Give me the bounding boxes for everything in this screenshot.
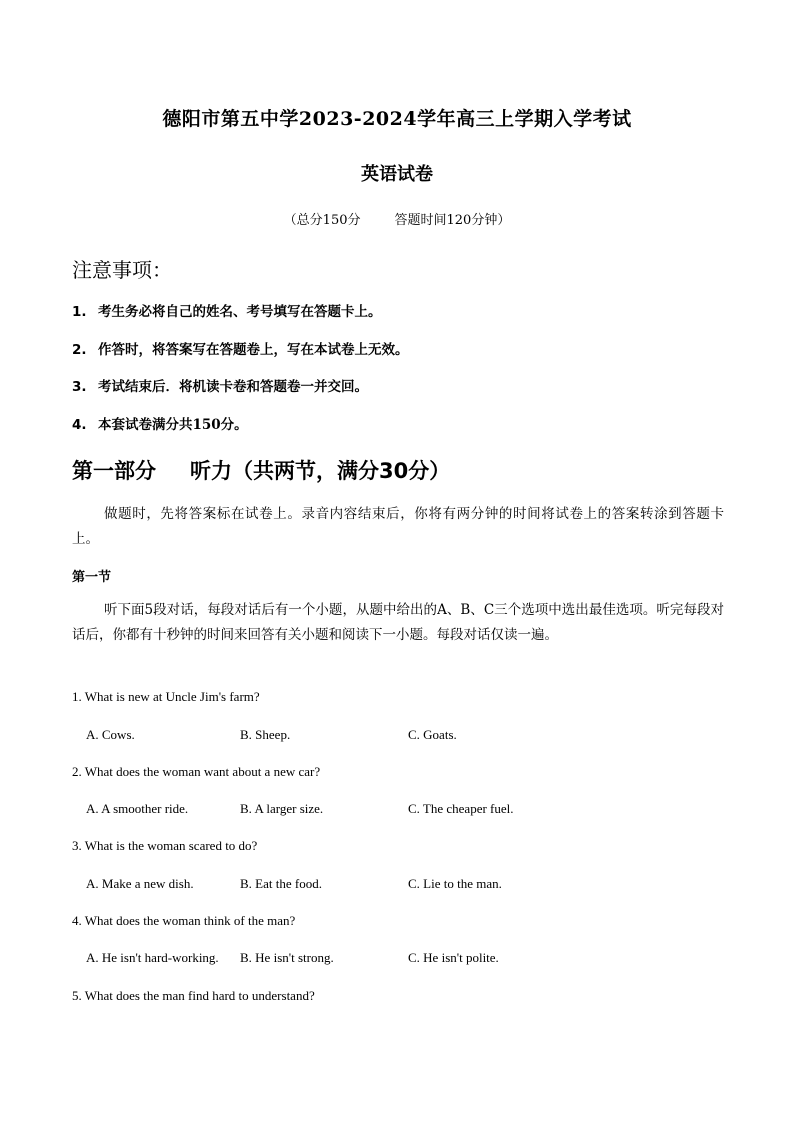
q4-option-a: A. He isn't hard-working. [86, 950, 219, 965]
notice-text: 考试结束后．将机读卡卷和答题卷一并交回。 [98, 379, 368, 395]
question-2: 2. What does the woman want about a new car? [72, 764, 321, 779]
part-instructions: 做题时，先将答案标在试卷上。录音内容结束后，你将有两分钟的时间将试卷上的答案转涂到答题卡上。 [72, 506, 724, 547]
exam-title: 德阳市第五中学2023-2024学年高三上学期入学考试 [162, 108, 632, 130]
notice-item [72, 300, 732, 338]
total-score: （总分150分 [283, 213, 361, 228]
q4-option-c: C. He isn't polite. [408, 950, 499, 965]
q3-option-a: A. Make a new dish. [86, 876, 194, 891]
notice-number: 4. [72, 416, 87, 433]
section-instructions: 听下面5段对话，每段对话后有一个小题，从题中给出的A、B、C三个选项中选出最佳选项。听完每段对话后，你都有十秒钟的时间来回答有关小题和阅读下一小题。每段对话仅读一遍。 [72, 602, 724, 643]
part-heading [72, 455, 450, 485]
notice-number: 1. [72, 304, 87, 320]
notice-item [72, 338, 732, 376]
q2-option-c: C. The cheaper fuel. [408, 801, 514, 816]
notice-item [72, 413, 732, 451]
q1-option-a: A. Cows. [86, 727, 135, 742]
notice-heading: 注意事项： [72, 258, 172, 282]
q3-option-b: B. Eat the food. [240, 876, 322, 891]
question-1: 1. What is new at Uncle Jim's farm? [72, 689, 260, 704]
notice-number: 2. [72, 341, 87, 358]
q4-option-b: B. He isn't strong. [240, 950, 334, 965]
q1-option-b: B. Sheep. [240, 727, 291, 742]
q2-option-b: B. A larger size. [240, 801, 324, 816]
question-5: 5. What does the man find hard to understand? [72, 988, 315, 1003]
notice-item [72, 375, 732, 413]
question-4: 4. What does the woman think of the man? [72, 913, 296, 928]
notice-list [72, 300, 732, 450]
part-label: 第一部分 [72, 459, 156, 483]
notice-text: 本套试卷满分共150分。 [98, 416, 248, 433]
notice-text: 考生务必将自己的姓名、考号填写在答题卡上。 [98, 304, 382, 320]
q3-option-c: C. Lie to the man. [408, 876, 502, 891]
notice-number: 3. [72, 379, 87, 395]
section-label: 第一节 [72, 570, 112, 585]
question-3: 3. What is the woman scared to do? [72, 838, 258, 853]
q1-option-c: C. Goats. [408, 727, 457, 742]
q2-option-a: A. A smoother ride. [86, 801, 189, 816]
exam-meta [0, 209, 794, 228]
part-title: 听力（共两节，满分30分） [190, 459, 451, 483]
exam-subtitle: 英语试卷 [361, 164, 433, 185]
time-limit: 答题时间120分钟） [394, 213, 511, 228]
notice-text: 作答时，将答案写在答题卷上，写在本试卷上无效。 [98, 341, 409, 358]
